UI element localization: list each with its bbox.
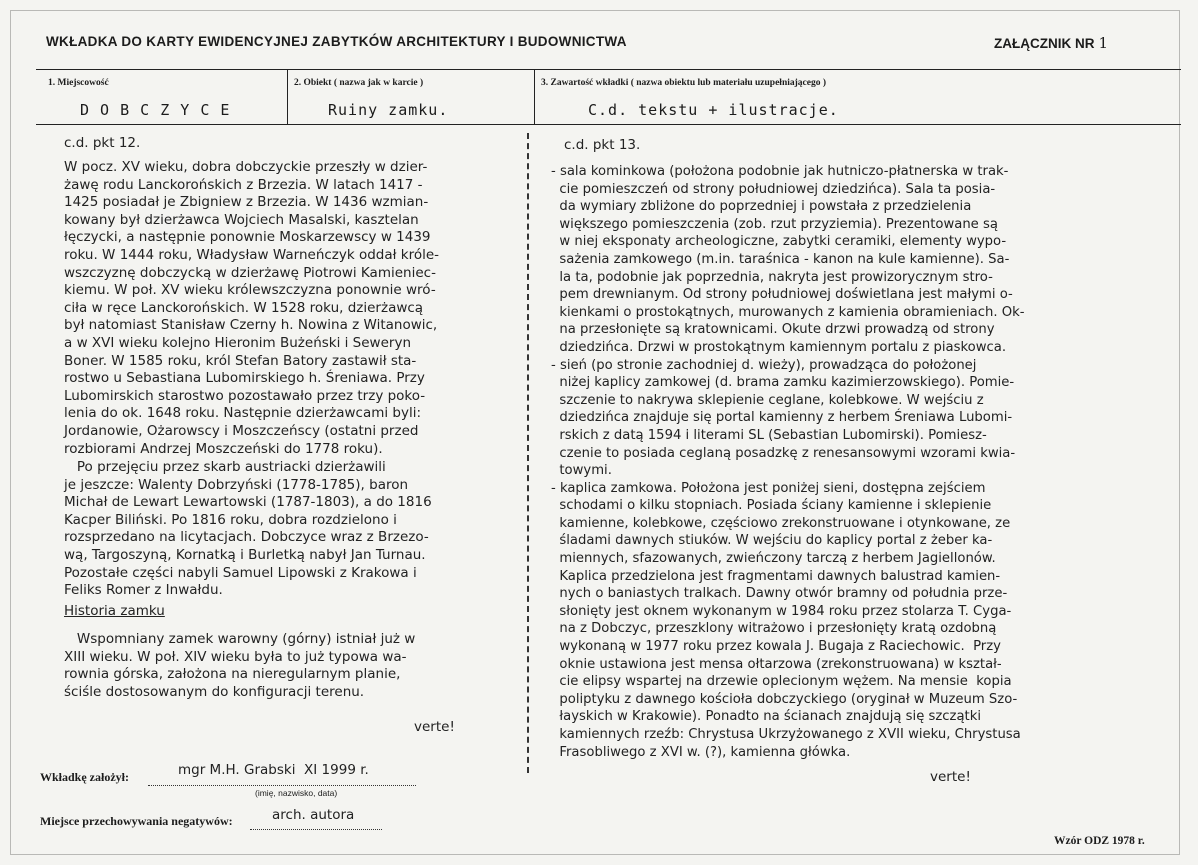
field-divider-2 — [534, 69, 535, 124]
object-value: Ruiny zamku. — [328, 101, 449, 119]
contents-label: 3. Zawartość wkładki ( nazwa obiektu lub materiału uzupełniającego ) — [541, 78, 827, 88]
text-line: oknie ustawiona jest mensa ołtarzowa (zrekonstruowana) w kształ- — [551, 656, 1002, 672]
annex-label — [994, 34, 1108, 52]
text-line: schodami o kilku stopniach. Posiada ściany kamienne i sklepienie — [551, 498, 992, 514]
text-line: ściśle dostosowanym do konfiguracji terenu. — [64, 683, 365, 700]
text-line: lenia do ok. 1648 roku. Następnie dzierżawcami byli: — [64, 405, 422, 422]
column-divider — [527, 133, 529, 773]
text-line: a w XVI wieku kolejno Hieronim Bużeński i Seweryn — [64, 334, 411, 351]
right-heading: c.d. pkt 13. — [564, 137, 641, 153]
form-title: WKŁADKA DO KARTY EWIDENCYJNEJ ZABYTKÓW ARCHITEKTURY I BUDOWNICTWA — [46, 34, 627, 49]
text-line: Kaplica przedzielona jest fragmentami dawnych balustrad kamien- — [551, 568, 1001, 584]
annex-number: 1 — [1098, 34, 1109, 52]
text-line: 1425 posiadał je Zbigniew z Brzezia. W 1436 wzmian- — [64, 194, 429, 211]
text-line: towymi. — [551, 463, 612, 479]
text-line: cie pomieszczeń od strony południowej dziedzińca). Sala ta posia- — [551, 181, 996, 197]
form-id: Wzór ODZ 1978 r. — [1054, 835, 1145, 847]
text-line: cie elipsy wspartej na drzewie oplecionym wężem. Na mensie kopia — [551, 674, 1012, 690]
text-line: - sień (po stronie zachodniej d. wieży), prowadząca do położonej — [551, 357, 977, 373]
place-label: 1. Miejscowość — [48, 78, 109, 88]
text-line: nych o baniastych tralkach. Dawny otwór bramny od południa prze- — [551, 586, 1008, 602]
text-line: kienkami o prostokątnych, murowanych z kamienia obramieniach. Ok- — [551, 304, 1025, 320]
text-line: Frasobliwego z XVI w. (?), kamienna główka. — [551, 744, 851, 760]
author-dotline — [148, 785, 416, 786]
left-paragraph-1 — [64, 159, 439, 458]
storage-value: arch. autora — [272, 807, 355, 823]
text-line: Feliks Romer z Inwałdu. — [64, 582, 223, 599]
right-verte: verte! — [930, 769, 971, 785]
object-label: 2. Obiekt ( nazwa jak w karcie ) — [294, 78, 424, 88]
text-line: da wymiary zbliżone do poprzedniej i powstała z przedzielenia — [551, 199, 972, 215]
text-line: łęczycki, a następnie ponownie Moskarzewscy w 1439 — [64, 229, 431, 246]
annex-label-text: ZAŁĄCZNIK NR — [994, 36, 1095, 51]
text-line: - sala kominkowa (położona podobnie jak hutniczo-płatnerska w trak- — [551, 164, 1009, 179]
text-line: rostwo u Sebastiana Lubomirskiego h. Śreniawa. Przy — [64, 370, 425, 387]
left-verte: verte! — [414, 719, 455, 735]
header-rule-bottom — [36, 124, 1181, 125]
text-line: był natomiast Stanisław Czerny h. Nowina z Witanowic, — [64, 317, 438, 334]
text-line: dziedzińca. Drzwi w prostokątnym kamiennym portalu z piaskowca. — [551, 339, 1007, 355]
left-paragraph-2 — [64, 459, 432, 600]
text-line: XIII wieku. W poł. XIV wieku była to już typowa wa- — [64, 648, 407, 665]
text-line: Pozostałe części nabyli Samuel Lipowski z Krakowa i — [64, 564, 417, 581]
contents-value: C.d. tekstu + ilustracje. — [588, 101, 839, 119]
text-line: na przesłonięte są kratownicami. Okute drzwi prowadzą od strony — [551, 322, 995, 338]
text-line: rozbiorami Andrzej Moszczeński do 1778 roku). — [64, 440, 383, 457]
text-line: w niej eksponaty archeologiczne, zabytki ceramiki, elementy wypo- — [551, 234, 1007, 250]
text-line: je jeszcze: Walenty Dobrzyński (1778-1785), baron — [64, 476, 409, 493]
text-line: większego pomieszczenia (zob. rzut przyziemia). Prezentowane są — [551, 216, 998, 232]
text-line: sażenia zamkowego (m.in. taraśnica - kanon na kule kamienne). Sa- — [551, 251, 1010, 267]
text-line: - kaplica zamkowa. Położona jest poniżej sieni, dostępna zejściem — [551, 480, 986, 496]
text-line: kowany był dzierżawca Wojciech Masalski, kasztelan — [64, 211, 419, 228]
text-line: roku. W 1444 roku, Władysław Warneńczyk oddał króle- — [64, 246, 440, 263]
storage-dotline — [250, 829, 382, 830]
text-line: Kacper Biliński. Po 1816 roku, dobra rozdzielono i — [64, 511, 397, 528]
text-line: wą, Targoszyną, Kornatką i Burletką nabył Jan Turnau. — [64, 546, 426, 563]
text-line: kamiennych rzeźb: Chrystusa Ukrzyżowanego z XVII wieku, Chrystusa — [551, 727, 1021, 742]
author-hint: (imię, nazwisko, data) — [255, 788, 338, 798]
left-heading: c.d. pkt 12. — [64, 135, 141, 151]
text-line: szczenie to nakrywa sklepienie ceglane, kolebkowe. W wejściu z — [551, 392, 984, 408]
section-title: Historia zamku — [64, 603, 165, 619]
header-rule-top — [36, 69, 1181, 70]
storage-label: Miejsce przechowywania negatywów: — [40, 814, 233, 828]
text-line: Boner. W 1585 roku, król Stefan Batory zastawił sta- — [64, 352, 417, 369]
text-line: słonięty jest oknem wykonanym w 1984 roku przez stolarza T. Cyga- — [551, 603, 1012, 619]
left-paragraph-3 — [64, 631, 415, 701]
text-line: żawę rodu Lanckorońskich z Brzezia. W latach 1417 - — [64, 176, 423, 193]
text-line: ciła w ręce Lanckorońskich. W 1528 roku, dzierżawcą — [64, 299, 424, 316]
text-line: rozsprzedano na licytacjach. Dobczyce wraz z Brzezo- — [64, 529, 429, 546]
text-line: Jordanowie, Ożarowscy i Moszczeńscy (ostatni przed — [64, 422, 419, 439]
text-line: na z Dobczyc, przeszklony witrażowo i przesłonięty kratą ozdobną — [551, 621, 997, 637]
author-label: Wkładkę założył: — [40, 770, 129, 784]
text-line: Lubomirskich starostwo pozostawało przez trzy poko- — [64, 387, 426, 404]
text-line: poliptyku z dawnego kościoła dobczyckiego (oryginał w Muzeum Szo- — [551, 691, 1018, 707]
text-line: Wspomniany zamek warowny (górny) istniał już w — [64, 631, 416, 647]
author-value: mgr M.H. Grabski XI 1999 r. — [178, 762, 369, 778]
text-line: W pocz. XV wieku, dobra dobczyckie przeszły w dzier- — [64, 159, 428, 175]
text-line: niżej kaplicy zamkowej (d. brama zamku kazimierzowskiego). Pomie- — [551, 375, 1015, 391]
right-body — [551, 163, 1025, 761]
text-line: miennych, sfazowanych, zwieńczony tarczą z herbem Jagiellonów. — [551, 551, 996, 567]
text-line: la ta, podobnie jak poprzednia, nakryta jest prowizorycznym stro- — [551, 269, 993, 285]
text-line: wszczyznę dobczycką w dzierżawę Piotrowi Kamieniec- — [64, 264, 436, 281]
text-line: wykonaną w 1977 roku przez kowala J. Bugaja z Raciechowic. Przy — [551, 639, 1001, 655]
text-line: śladami dawnych stiuków. W wejściu do kaplicy portal z żeber ka- — [551, 533, 993, 549]
place-value: D O B C Z Y C E — [80, 101, 231, 119]
text-line: łayskich w Krakowie). Ponadto na ścianach znajdują się szczątki — [551, 709, 982, 725]
text-line: czenie to posiada ceglaną posadzkę z renesansowymi wzorami kwia- — [551, 445, 1016, 461]
text-line: rownia górska, założona na nieregularnym planie, — [64, 666, 401, 683]
field-divider-1 — [287, 69, 288, 124]
text-line: Michał de Lewart Lewartowski (1787-1803), a do 1816 — [64, 494, 432, 511]
text-line: kamienne, kolebkowe, częściowo zrekonstruowane i otynkowane, ze — [551, 515, 1011, 531]
text-line: pem drewnianym. Od strony południowej doświetlana jest małymi o- — [551, 287, 1013, 303]
text-line: kiemu. W poł. XV wieku królewszczyzna ponownie wró- — [64, 282, 436, 299]
text-line: dziedzińca znajduje się portal kamienny z herbem Śreniawa Lubomi- — [551, 410, 1013, 426]
text-line: rskich z datą 1594 i literami SL (Sebastian Lubomirski). Pomiesz- — [551, 427, 987, 443]
text-line: Po przejęciu przez skarb austriacki dzierżawili — [64, 459, 386, 475]
